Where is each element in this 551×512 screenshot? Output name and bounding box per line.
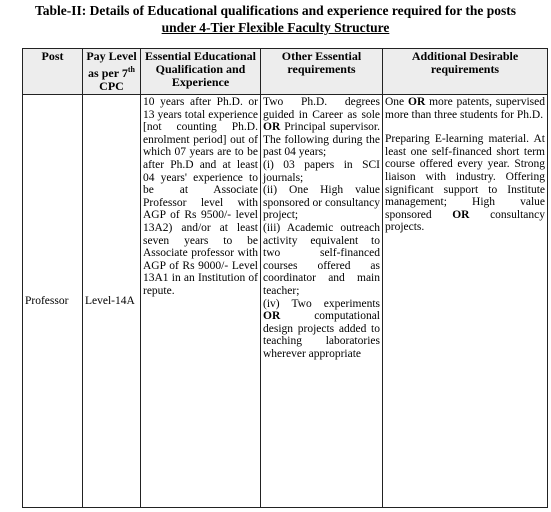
other-item-iv — [263, 298, 380, 361]
cell-post: Professor — [23, 95, 83, 508]
other-item-iii: (iii) Academic outreach activity equivalent to two self-financed courses offered as coordinator and main teacher; — [263, 221, 380, 297]
desirable-paragraph-1 — [385, 96, 545, 121]
other-iv-text-a: (iv) Two experiments — [263, 297, 380, 310]
other-paragraph-1 — [263, 96, 380, 159]
desirable-paragraph-2 — [385, 133, 545, 234]
table-title-line1: Table-II: Details of Educational qualifications and experience required for the posts — [34, 3, 517, 18]
desirable-p2-text-b: consultancy projects. — [385, 208, 545, 234]
header-row — [23, 49, 548, 95]
cell-other-requirements — [261, 95, 383, 508]
desirable-p2-or: OR — [452, 208, 470, 221]
other-iv-text-b: computational design projects added to teaching laboratories wherever appropriate — [263, 310, 380, 360]
desirable-p1-or: OR — [408, 96, 426, 108]
header-pay-level-prefix: Pay Level as per 7 — [86, 49, 137, 80]
other-item-i: (i) 03 papers in SCI journals; — [263, 158, 380, 184]
cell-pay-level: Level-14A — [83, 95, 141, 508]
other-iv-or: OR — [263, 310, 281, 323]
table-title — [0, 2, 551, 36]
table-title-line2: under 4-Tier Flexible Faculty Structure — [161, 20, 390, 35]
paragraph-gap — [385, 121, 545, 133]
cell-essential-qualification: 10 years after Ph.D. or 13 years total experience [not counting Ph.D. enrolment period] out of which 07 years are to be after Ph.D and at least 04 years' experience to be at Associate Professor level with AGP of Rs 9500/- level 13A2) and/or at least seven years to be Associate professor with AGP of Rs 9000/- Level 13A1 in an Institution of repute. — [141, 95, 261, 508]
header-other-requirements: Other Essential requirements — [261, 49, 383, 95]
other-item-ii: (ii) One High value sponsored or consultancy project; — [263, 184, 380, 222]
desirable-p1-text-b: more patents, supervised more than three students for Ph.D. — [385, 96, 545, 121]
cell-desirable-requirements — [383, 95, 548, 508]
header-post: Post — [23, 49, 83, 95]
other-p1-or: OR — [263, 121, 281, 134]
faculty-requirements-table — [22, 48, 548, 508]
other-p1-text-a: Two Ph.D. degrees guided in Career as sole — [263, 96, 380, 121]
header-desirable-requirements: Additional Desirable requirements — [383, 49, 548, 95]
other-p1-text-b: Principal supervisor. The following during the past 04 years; — [263, 121, 380, 159]
header-pay-level-suffix: CPC — [99, 79, 124, 93]
table-row — [23, 95, 548, 508]
desirable-p2-text-a: Preparing E-learning material. At least one self-financed short term course offered every year. Strong liaison with industry. Offering significant support to Institute management; High value sponsored — [385, 133, 545, 221]
header-pay-level — [83, 49, 141, 95]
desirable-p1-text-a: One — [385, 96, 408, 108]
header-pay-level-sup: th — [127, 65, 135, 74]
header-essential-qualification: Essential Educational Qualification and Experience — [141, 49, 261, 95]
